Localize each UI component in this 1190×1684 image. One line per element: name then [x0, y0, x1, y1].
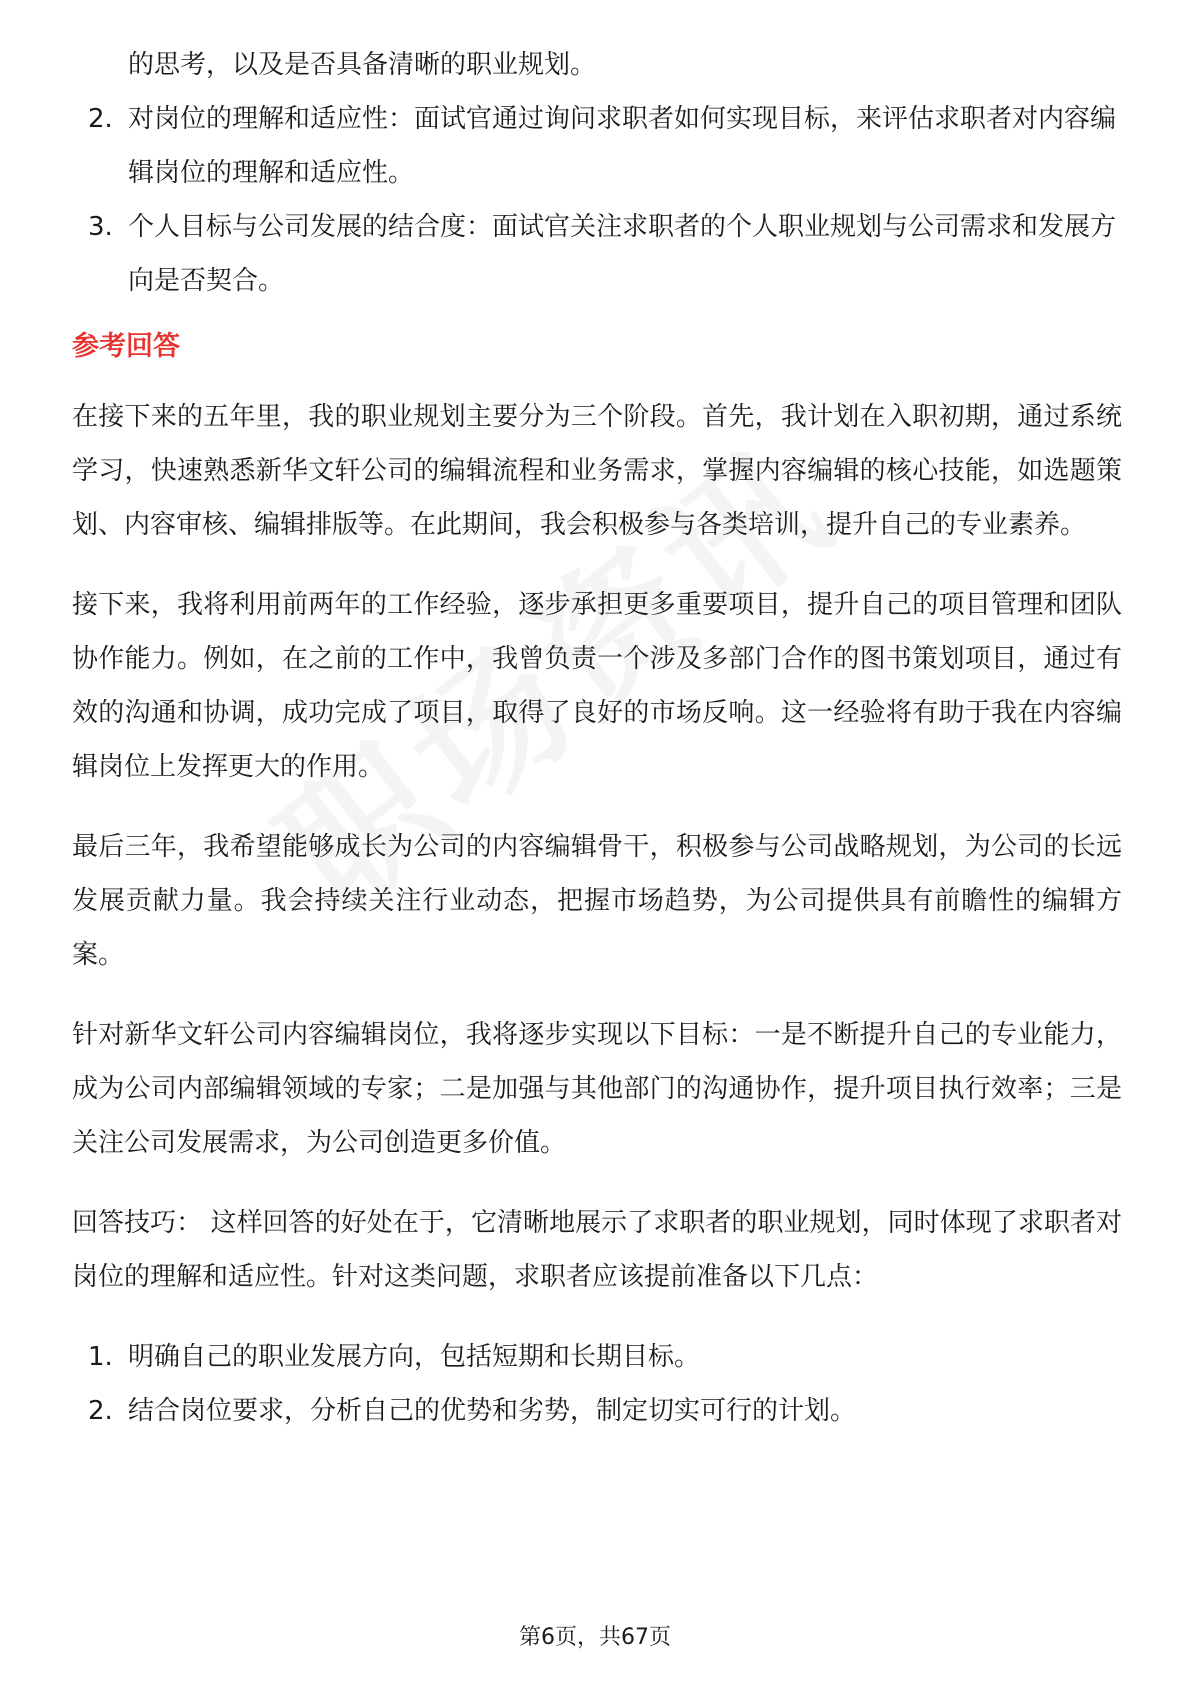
list-number: 2.	[88, 1396, 113, 1426]
list-item	[72, 1384, 1122, 1438]
list-item	[72, 1330, 1122, 1384]
paragraph: 在接下来的五年里，我的职业规划主要分为三个阶段。首先，我计划在入职初期，通过系统学习，快速熟悉新华文轩公司的编辑流程和业务需求，掌握内容编辑的核心技能，如选题策划、内容审核、编辑排版等。在此期间，我会积极参与各类培训，提升自己的专业素养。	[72, 402, 1122, 540]
paragraph: 最后三年，我希望能够成长为公司的内容编辑骨干，积极参与公司战略规划，为公司的长远发展贡献力量。我会持续关注行业动态，把握市场趋势，为公司提供具有前瞻性的编辑方案。	[72, 832, 1122, 970]
list-text: 个人目标与公司发展的结合度：面试官关注求职者的个人职业规划与公司需求和发展方向是否契合。	[128, 212, 1117, 296]
list-text: 结合岗位要求，分析自己的优势和劣势，制定切实可行的计划。	[128, 1396, 857, 1426]
paragraph: 针对新华文轩公司内容编辑岗位，我将逐步实现以下目标：一是不断提升自己的专业能力，成为公司内部编辑领域的专家；二是加强与其他部门的沟通协作，提升项目执行效率；三是关注公司发展需求，为公司创造更多价值。	[72, 1020, 1122, 1158]
answer-tips-paragraph: 回答技巧： 这样回答的好处在于，它清晰地展示了求职者的职业规划，同时体现了求职者对岗位的理解和适应性。针对这类问题，求职者应该提前准备以下几点：	[72, 1208, 1122, 1292]
list-number: 2.	[88, 104, 113, 134]
list-item	[72, 200, 1122, 308]
list-text: 明确自己的职业发展方向，包括短期和长期目标。	[128, 1342, 701, 1372]
document-content	[72, 38, 1122, 1438]
list-number: 3.	[88, 212, 113, 242]
section-heading: 参考回答	[72, 331, 180, 362]
tips-list	[72, 1330, 1122, 1438]
list-item	[72, 92, 1122, 200]
list-item-continuation: 的思考，以及是否具备清晰的职业规划。	[128, 50, 597, 80]
criteria-list	[72, 92, 1122, 308]
page-footer: 第6页，共67页	[519, 1625, 671, 1650]
paragraph: 接下来，我将利用前两年的工作经验，逐步承担更多重要项目，提升自己的项目管理和团队协作能力。例如，在之前的工作中，我曾负责一个涉及多部门合作的图书策划项目，通过有效的沟通和协调，成功完成了项目，取得了良好的市场反响。这一经验将有助于我在内容编辑岗位上发挥更大的作用。	[72, 590, 1122, 782]
list-text: 对岗位的理解和适应性：面试官通过询问求职者如何实现目标，来评估求职者对内容编辑岗位的理解和适应性。	[128, 104, 1117, 188]
list-number: 1.	[88, 1342, 113, 1372]
